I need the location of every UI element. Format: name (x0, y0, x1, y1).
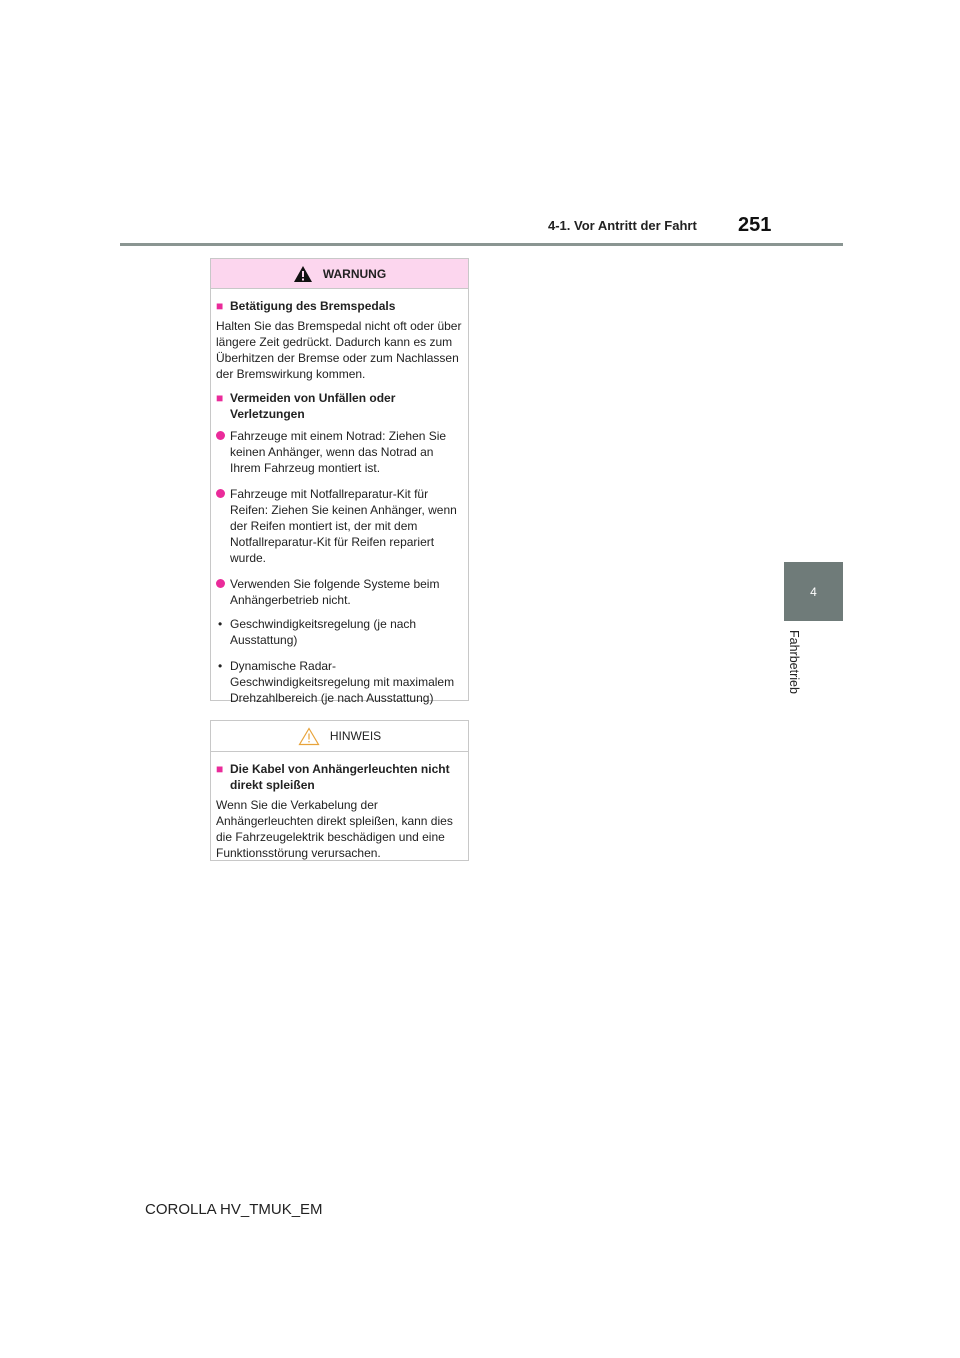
warning-triangle-icon (293, 265, 313, 283)
bullet-dot-icon (216, 489, 225, 498)
warning-sub-item: • Geschwindigkeitsregelung (je nach Ausstattung) (218, 617, 417, 647)
warning-sub-item: • Dynamische Radar-Geschwindigkeitsregelung mit maximalem Drehzahlbereich (je nach Ausstattung) (218, 659, 455, 705)
chapter-title: Fahrbetrieb (787, 630, 801, 694)
notice-box (210, 720, 469, 861)
notice-text: Wenn Sie die Verkabelung der Anhängerleuchten direkt spleißen, kann dies die Fahrzeugelektrik beschädigen und eine Funktionsstörung verursachen. (216, 798, 453, 860)
warning-bullet: Verwenden Sie folgende Systeme beim Anhängerbetrieb nicht. (216, 576, 462, 608)
chapter-tab[interactable] (784, 562, 843, 621)
bullet-dot-icon (216, 431, 225, 440)
warning-header (211, 259, 468, 289)
warning-heading-brake: ■ Betätigung des Bremspedals (216, 299, 396, 313)
warning-bullet: Fahrzeuge mit einem Notrad: Ziehen Sie keinen Anhänger, wenn das Notrad an Ihrem Fahrzeug montiert ist. (216, 428, 462, 476)
warning-heading-accidents: ■ Vermeiden von Unfällen oder Verletzungen (216, 391, 396, 421)
notice-heading: ■ Die Kabel von Anhängerleuchten nicht direkt spleißen (216, 762, 450, 792)
chapter-number: 4 (810, 584, 817, 599)
notice-header (211, 721, 468, 752)
page-number: 251 (738, 214, 772, 236)
bullet-dot-icon (216, 579, 225, 588)
footer-model: COROLLA HV_TMUK_EM (145, 1201, 323, 1218)
warning-text-brake: Halten Sie das Bremspedal nicht oft oder über längere Zeit gedrückt. Dadurch kann es zum Überhitzen der Bremse oder zum Nachlassen der Bremswirkung kommen. (216, 319, 462, 381)
notice-title: HINWEIS (329, 729, 382, 743)
section-title: 4-1. Vor Antritt der Fahrt (548, 218, 697, 233)
warning-box (210, 258, 469, 705)
warning-bullet: Fahrzeuge mit Notfallreparatur-Kit für Reifen: Ziehen Sie keinen Anhänger, wenn der Reifen montiert ist, der mit dem Notfallreparatur-Kit für Reifen repariert wurde. (216, 486, 462, 566)
caution-triangle-icon (298, 727, 320, 746)
warning-title: WARNUNG (322, 266, 387, 281)
header-divider (120, 243, 843, 246)
